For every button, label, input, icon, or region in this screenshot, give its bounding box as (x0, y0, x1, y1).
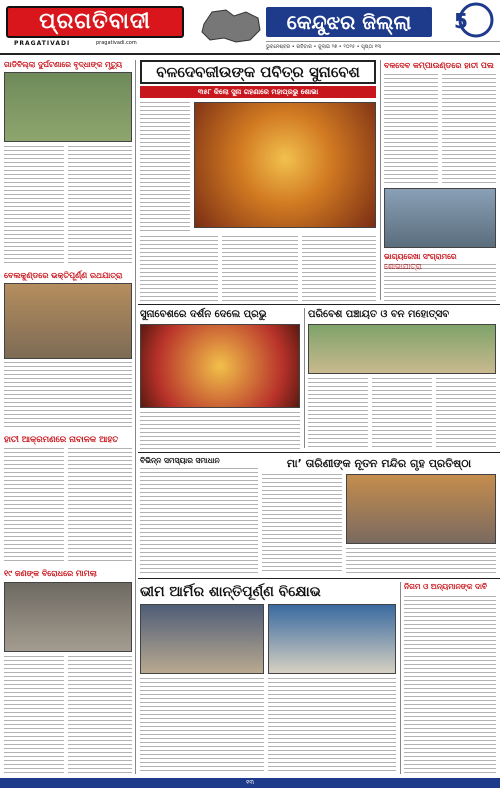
article-text (384, 264, 496, 304)
article-text (68, 656, 132, 774)
article-text (4, 448, 64, 564)
column-divider (400, 582, 401, 774)
date-strip: ଭୁବନେଶ୍ବର • ରବିବାର • ଜୁଲାଇ ୨୭ • ୨୦୨୫ • ପୃଷ୍ଠା ୧୩ (266, 41, 500, 51)
article-text (4, 656, 64, 774)
headline-demand: ନିଗମ ଓ ଅନ୍ୟମାନଙ୍କ ଦାବି (404, 582, 488, 591)
headline-bhim-army: ଭୀମ ଆର୍ମିର ଶାନ୍ତିପୂର୍ଣ୍ଣ ବିକ୍ଷୋଭ (140, 584, 321, 600)
article-text (302, 236, 376, 302)
article-text (384, 74, 438, 184)
article-text (140, 236, 218, 302)
article-text (140, 412, 300, 450)
masthead-rule (0, 53, 500, 55)
headline-sunabesha: ବଳଦେବଜୀଉଙ୍କ ପବିତ୍ର ସୁନାବେଶ (140, 60, 376, 84)
article-text (308, 378, 368, 448)
photo-elephants (384, 188, 496, 248)
article-text (372, 378, 432, 448)
headline-darshan: ସୁନାବେଶରେ ଦର୍ଶନ ଦେଲେ ପ୍ରଭୁ (140, 309, 267, 320)
anniversary-emblem-icon (444, 2, 498, 42)
article-text (222, 236, 298, 302)
photo-rathayatra (4, 283, 132, 359)
district-banner: କେନ୍ଦୁଝର ଜିଲ୍ଲା (266, 7, 432, 37)
article-text (442, 74, 496, 184)
article-text (140, 102, 190, 232)
headline-elephant-herd: ବଳଦେବ କମ୍ପାଉଣ୍ଡରେ ହାତୀ ପଲ (384, 61, 494, 70)
photo-deities (194, 102, 376, 228)
headline-environment: ପରିବେଶ ପଞ୍ଚାୟତ ଓ ବନ ମହୋତ୍ସବ (308, 309, 450, 320)
svg-text:5: 5 (454, 9, 468, 33)
article-text (4, 146, 64, 266)
column-divider (380, 60, 381, 300)
article-text (4, 362, 132, 430)
headline-accident: ଗାଡିବିଲ୍ଲା ଦୁର୍ଘଟଣାରେ ବୃଦ୍ଧାଙ୍କ ମୃତ୍ୟୁ (4, 60, 123, 69)
photo-protest-crowd (268, 604, 396, 674)
article-text (404, 596, 496, 774)
article-text (140, 678, 264, 774)
subheadline-gold: ୩୫୮ କିଲୋ ସୁନା ଗହଣାରେ ମହାପ୍ରଭୁ ଶୋଭା (140, 86, 376, 98)
photo-seized (4, 582, 132, 652)
newspaper-logo[interactable]: ପ୍ରଗତିବାଦୀ (6, 6, 184, 38)
logo-subtitle: PRAGATIVADI (14, 40, 71, 47)
column-divider (304, 308, 305, 448)
photo-accident (4, 72, 132, 142)
headline-procession: ଭାଗ୍ୟରେଖା ସଂଗ୍ରାମରେ ଶୋଭାଯାତ୍ରା (384, 252, 457, 271)
headline-rathayatra: ବେଲକୁଣ୍ଡରେ ଭକ୍ତିପୂର୍ଣ୍ଣ ରଥଯାତ୍ରା (4, 271, 123, 280)
column-divider (135, 60, 136, 774)
headline-temple: ମା’ ତାରିଣୀଙ୍କ ନୂତନ ମନ୍ଦିର ଗୃହ ପ୍ରତିଷ୍ଠା (286, 457, 472, 470)
page-number: ୧୩ (246, 779, 254, 786)
article-text (346, 548, 496, 574)
article-text (68, 146, 132, 266)
section-divider (138, 578, 500, 579)
headline-elephant: ହାତୀ ଆକ୍ରମଣରେ ନାବାଳକ ଆହତ (4, 435, 119, 445)
article-text (262, 474, 342, 574)
headline-case: ୧୯ ଜଣଙ୍କ ବିରୋଧରେ ମାମଲା (4, 569, 97, 578)
photo-plantation (308, 324, 496, 374)
headline-problems: ବିଭିନ୍ନ ସମସ୍ୟାର ସମାଧାନ (140, 456, 220, 465)
district-map-icon (196, 4, 266, 48)
article-text (268, 678, 396, 774)
website-label: pragativadi.com (96, 40, 137, 46)
photo-darshan (140, 324, 300, 408)
photo-temple (346, 474, 496, 544)
photo-protest (140, 604, 264, 674)
section-divider (138, 452, 500, 453)
section-divider (138, 304, 500, 305)
article-text (436, 378, 496, 448)
article-text (140, 468, 258, 574)
masthead (0, 0, 500, 56)
article-text (68, 448, 132, 564)
